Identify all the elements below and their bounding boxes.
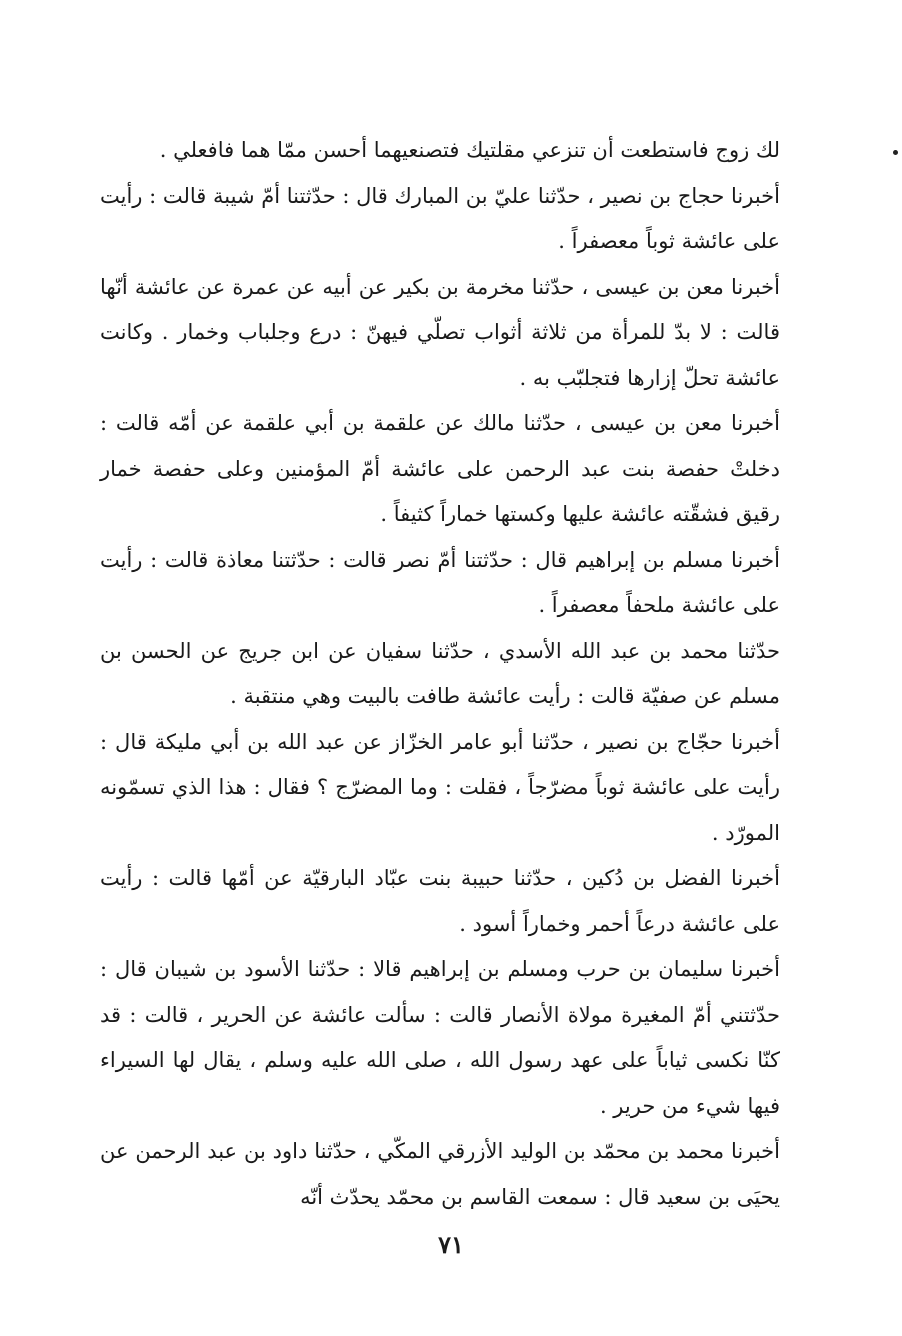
paragraph-8: أخبرنا الفضل بن دُكين ، حدّثنا حبيبة بنت عبّاد البارقيّة عن أمّها قالت : رأيت على عائشة درعاً أحمر وخماراً أسود . [100,866,780,936]
paragraph-10: أخبرنا محمد بن محمّد بن الوليد الأزرقي المكّي ، حدّثنا داود بن عبد الرحمن عن يحيَى بن سعيد قال : سمعت القاسم بن محمّد يحدّث أنّه [100,1139,780,1209]
paragraph-2: أخبرنا حجاج بن نصير ، حدّثنا عليّ بن المبارك قال : حدّثتنا أمّ شيبة قالت : رأيت على عائشة ثوباً معصفراً . [100,183,780,253]
paragraph-4: أخبرنا معن بن عيسى ، حدّثنا مالك عن علقمة بن أبي علقمة عن أمّه قالت : دخلتْ حفصة بنت عبد الرحمن على عائشة أمّ المؤمنين وعلى حفصة خمار رقيق فشقّته عائشة عليها وكستها خماراً كثيفاً . [100,411,780,526]
margin-dot [893,150,898,155]
paragraph-1: لك زوج فاستطعت أن تنزعي مقلتيك فتصنعيهما أحسن ممّا هما فافعلي . [159,138,780,162]
paragraph-6: حدّثنا محمد بن عبد الله الأسدي ، حدّثنا سفيان عن ابن جريج عن الحسن بن مسلم عن صفيّة قالت : رأيت عائشة طافت بالبيت وهي منتقبة . [100,638,780,708]
paragraph-5: أخبرنا مسلم بن إبراهيم قال : حدّثتنا أمّ نصر قالت : حدّثتنا معاذة قالت : رأيت على عائشة ملحفاً معصفراً . [100,547,780,617]
main-text [100,128,780,1220]
paragraph-3: أخبرنا معن بن عيسى ، حدّثنا مخرمة بن بكير عن أبيه عن عمرة عن عائشة أنّها قالت : لا بدّ للمرأة من ثلاثة أثواب تصلّي فيهنّ : درع وجلباب وخمار . وكانت عائشة تحلّ إزارها فتجلبّب به . [100,274,780,390]
paragraph-9: أخبرنا سليمان بن حرب ومسلم بن إبراهيم قالا : حدّثنا الأسود بن شيبان قال : حدّثتني أمّ المغيرة مولاة الأنصار قالت : سألت عائشة عن الحرير ، قالت : قد كنّا نكسى ثياباً على عهد رسول الله ، صلى الله عليه وسلم ، يقال لها السيراء فيها شيء من حرير . [100,957,780,1118]
paragraph-7: أخبرنا حجّاج بن نصير ، حدّثنا أبو عامر الخزّاز عن عبد الله بن أبي مليكة قال : رأيت على عائشة ثوباً مضرّجاً ، فقلت : وما المضرّج ؟ فقال : هذا الذي تسمّونه المورّد . [100,729,780,845]
page-number: ٧١ [438,1230,464,1259]
